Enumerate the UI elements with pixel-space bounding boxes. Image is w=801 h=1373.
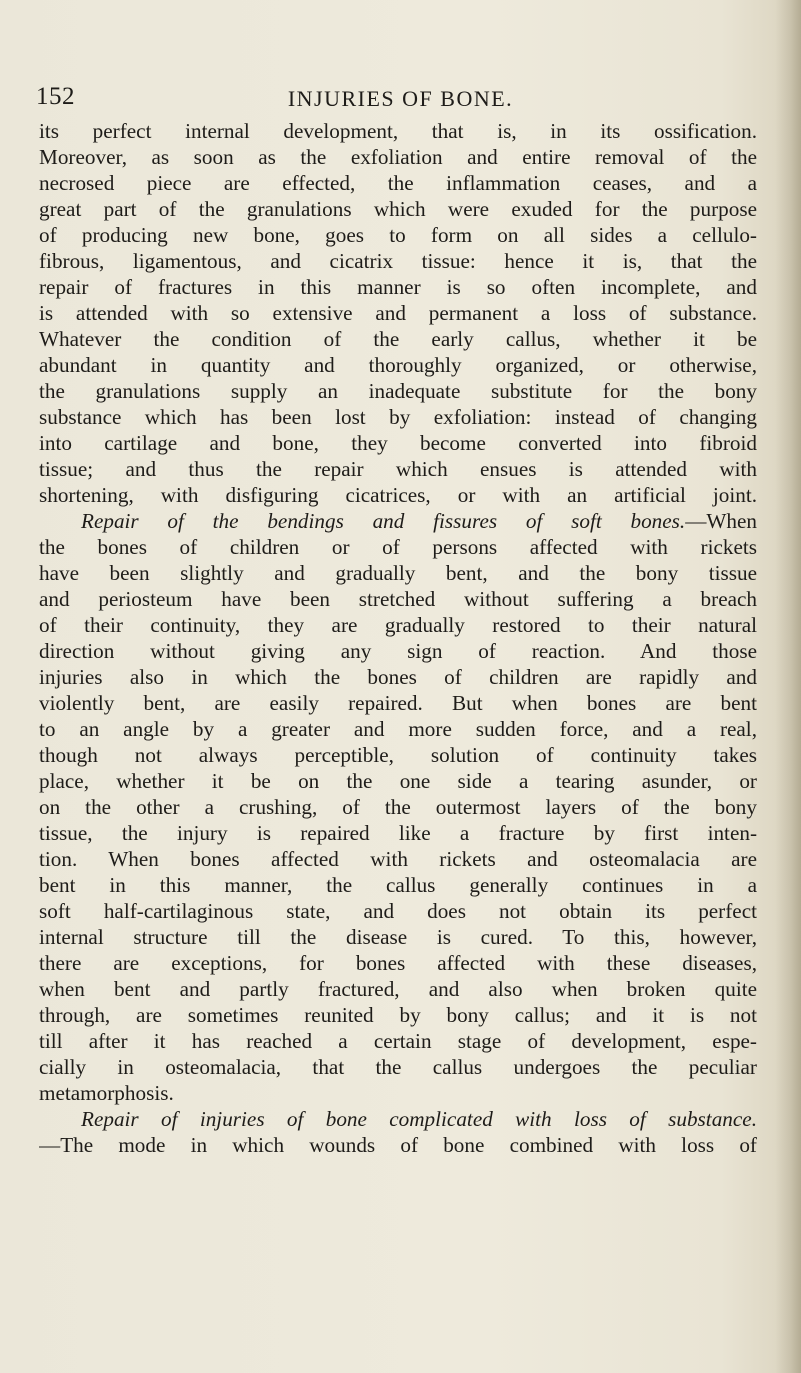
section-heading: Repair of injuries of bone complicated with loss of substance. bbox=[81, 1107, 757, 1131]
text-line: its perfect internal development, that is, in its ossification. bbox=[39, 119, 757, 143]
text-line-content: —When bbox=[685, 509, 757, 533]
text-line: violently bent, are easily repaired. But when bones are bent bbox=[39, 691, 757, 715]
text-line: soft half-cartilaginous state, and does not obtain its perfect bbox=[39, 899, 757, 923]
text-line: have been slightly and gradually bent, and the bony tissue bbox=[39, 561, 757, 585]
text-line: —The mode in which wounds of bone combined with loss of bbox=[39, 1133, 757, 1157]
text-line: internal structure till the disease is cured. To this, however, bbox=[39, 925, 757, 949]
text-line bbox=[39, 508, 757, 534]
section-heading: Repair of the bendings and fissures of soft bones. bbox=[81, 509, 686, 533]
text-line: when bent and partly fractured, and also when broken quite bbox=[39, 977, 757, 1001]
text-line: tissue; and thus the repair which ensues is attended with bbox=[39, 457, 757, 481]
text-line: into cartilage and bone, they become converted into fibroid bbox=[39, 431, 757, 455]
text-line: the bones of children or of persons affected with rickets bbox=[39, 535, 757, 559]
text-line: abundant in quantity and thoroughly organized, or otherwise, bbox=[39, 353, 757, 377]
page-number: 152 bbox=[36, 83, 75, 110]
text-line: Moreover, as soon as the exfoliation and entire removal of the bbox=[39, 145, 757, 169]
text-line: great part of the granulations which were exuded for the purpose bbox=[39, 197, 757, 221]
text-line: fibrous, ligamentous, and cicatrix tissue: hence it is, that the bbox=[39, 249, 757, 273]
text-line: injuries also in which the bones of children are rapidly and bbox=[39, 665, 757, 689]
text-line: on the other a crushing, of the outermost layers of the bony bbox=[39, 795, 757, 819]
text-line: tissue, the injury is repaired like a fracture by first inten- bbox=[39, 821, 757, 845]
text-line bbox=[39, 1106, 757, 1132]
text-line: through, are sometimes reunited by bony callus; and it is not bbox=[39, 1003, 757, 1027]
text-line: place, whether it be on the one side a tearing asunder, or bbox=[39, 769, 757, 793]
text-line: of producing new bone, goes to form on all sides a cellulo- bbox=[39, 223, 757, 247]
text-line: repair of fractures in this manner is so often incomplete, and bbox=[39, 275, 757, 299]
text-line: though not always perceptible, solution of continuity takes bbox=[39, 743, 757, 767]
text-line: direction without giving any sign of reaction. And those bbox=[39, 639, 757, 663]
text-line: to an angle by a greater and more sudden force, and a real, bbox=[39, 717, 757, 741]
text-line: of their continuity, they are gradually restored to their natural bbox=[39, 613, 757, 637]
text-line: cially in osteomalacia, that the callus undergoes the peculiar bbox=[39, 1055, 757, 1079]
text-line: till after it has reached a certain stage of development, espe- bbox=[39, 1029, 757, 1053]
text-line: bent in this manner, the callus generally continues in a bbox=[39, 873, 757, 897]
text-line: necrosed piece are effected, the inflammation ceases, and a bbox=[39, 171, 757, 195]
text-line: Whatever the condition of the early callus, whether it be bbox=[39, 327, 757, 351]
text-line: the granulations supply an inadequate substitute for the bony bbox=[39, 379, 757, 403]
text-line: shortening, with disfiguring cicatrices, or with an artificial joint. bbox=[39, 483, 757, 507]
text-line: metamorphosis. bbox=[39, 1081, 174, 1105]
text-line: there are exceptions, for bones affected with these diseases, bbox=[39, 951, 757, 975]
text-line: tion. When bones affected with rickets and osteomalacia are bbox=[39, 847, 757, 871]
text-line: substance which has been lost by exfoliation: instead of changing bbox=[39, 405, 757, 429]
page-edge-shadow bbox=[775, 0, 801, 1373]
text-line: is attended with so extensive and permanent a loss of substance. bbox=[39, 301, 757, 325]
running-head: INJURIES OF BONE. bbox=[287, 86, 514, 111]
text-line: and periosteum have been stretched without suffering a breach bbox=[39, 587, 757, 611]
body-text bbox=[39, 118, 757, 1158]
